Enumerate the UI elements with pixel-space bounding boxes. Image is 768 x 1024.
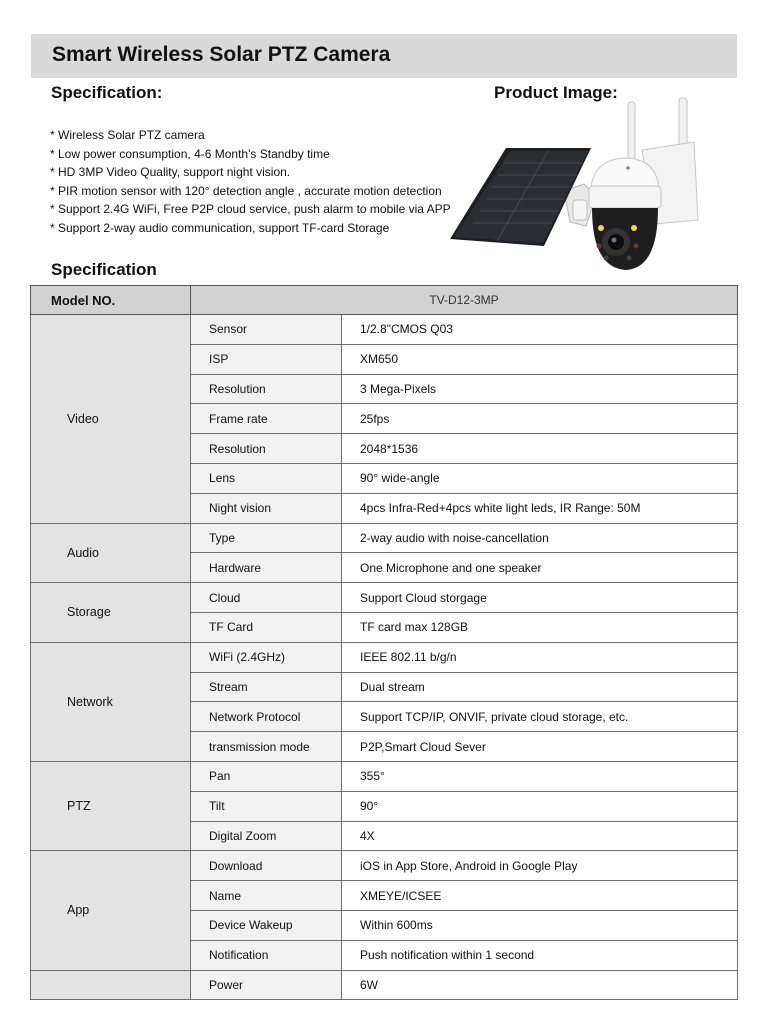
spec-label: Pan xyxy=(191,761,342,791)
spec-value: Support TCP/IP, ONVIF, private cloud storage, etc. xyxy=(342,702,738,732)
spec-value: 2048*1536 xyxy=(342,434,738,464)
spec-value: Within 600ms xyxy=(342,910,738,940)
feature-item: * HD 3MP Video Quality, support night vision. xyxy=(50,165,291,179)
spec-label: transmission mode xyxy=(191,732,342,762)
product-image-heading: Product Image: xyxy=(494,83,618,102)
spec-value: IEEE 802.11 b/g/n xyxy=(342,642,738,672)
spec-label: Network Protocol xyxy=(191,702,342,732)
spec-label: Sensor xyxy=(191,315,342,345)
model-label: Model NO. xyxy=(31,286,191,315)
feature-item: * Support 2-way audio communication, support TF-card Storage xyxy=(50,220,390,235)
spec-value: One Microphone and one speaker xyxy=(342,553,738,583)
model-value: TV-D12-3MP xyxy=(191,286,738,315)
spec-label: Resolution xyxy=(191,374,342,404)
spec-label: ISP xyxy=(191,344,342,374)
feature-item: * Support 2.4G WiFi, Free P2P cloud service, push alarm to mobile via APP xyxy=(50,202,451,216)
specification-table xyxy=(30,285,738,1000)
spec-value: XMEYE/ICSEE xyxy=(342,881,738,911)
spec-label: Power xyxy=(191,970,342,1000)
feature-item: * Low power consumption, 4-6 Month's Standby time xyxy=(50,146,330,161)
spec-label: Name xyxy=(191,881,342,911)
feature-list xyxy=(50,126,451,237)
page-title: Smart Wireless Solar PTZ Camera xyxy=(52,43,391,66)
spec-row xyxy=(31,761,738,791)
spec-value: P2P,Smart Cloud Sever xyxy=(342,732,738,762)
spec-group-label: Audio xyxy=(31,523,191,583)
spec-row xyxy=(31,315,738,345)
model-row xyxy=(31,286,738,315)
spec-value: 90° xyxy=(342,791,738,821)
spec-group-label: Storage xyxy=(31,583,191,643)
spec-label: Stream xyxy=(191,672,342,702)
spec-value: XM650 xyxy=(342,344,738,374)
spec-value: Push notification within 1 second xyxy=(342,940,738,970)
spec-table-body xyxy=(31,286,738,1000)
spec-group-label: PTZ xyxy=(31,761,191,850)
spec-value: 3 Mega-Pixels xyxy=(342,374,738,404)
spec-group-label: App xyxy=(31,851,191,970)
spec-row xyxy=(31,851,738,881)
spec-value: 355° xyxy=(342,761,738,791)
spec-value: 2-way audio with noise-cancellation xyxy=(342,523,738,553)
spec-value: 25fps xyxy=(342,404,738,434)
spec-label: TF Card xyxy=(191,612,342,642)
spec-label: Frame rate xyxy=(191,404,342,434)
feature-item: * PIR motion sensor with 120° detection angle , accurate motion detection xyxy=(50,183,442,198)
spec-label: Cloud xyxy=(191,583,342,613)
title-bar xyxy=(31,34,737,78)
product-image xyxy=(446,96,746,286)
spec-value: 90° wide-angle xyxy=(342,463,738,493)
feature-item: * Wireless Solar PTZ camera xyxy=(50,128,205,142)
spec-row xyxy=(31,583,738,613)
spec-group-label: Network xyxy=(31,642,191,761)
specification-table-heading: Specification xyxy=(51,260,157,279)
spec-label: Night vision xyxy=(191,493,342,523)
spec-label: Lens xyxy=(191,463,342,493)
spec-value: 4X xyxy=(342,821,738,851)
spec-value: 4pcs Infra-Red+4pcs white light leds, IR Range: 50M xyxy=(342,493,738,523)
spec-value: Dual stream xyxy=(342,672,738,702)
spec-label: Type xyxy=(191,523,342,553)
spec-row xyxy=(31,523,738,553)
spec-label: Resolution xyxy=(191,434,342,464)
spec-label: Hardware xyxy=(191,553,342,583)
spec-label: WiFi (2.4GHz) xyxy=(191,642,342,672)
spec-row xyxy=(31,970,738,1000)
spec-value: Support Cloud storgage xyxy=(342,583,738,613)
spec-value: 1/2.8"CMOS Q03 xyxy=(342,315,738,345)
spec-label: Device Wakeup xyxy=(191,910,342,940)
specification-heading: Specification: xyxy=(51,83,163,102)
spec-label: Digital Zoom xyxy=(191,821,342,851)
spec-label: Tilt xyxy=(191,791,342,821)
spec-label: Notification xyxy=(191,940,342,970)
spec-row xyxy=(31,642,738,672)
ptz-camera xyxy=(589,98,698,270)
spec-group-label xyxy=(31,970,191,1000)
spec-value: iOS in App Store, Android in Google Play xyxy=(342,851,738,881)
spec-group-label: Video xyxy=(31,315,191,524)
spec-value: 6W xyxy=(342,970,738,1000)
spec-value: TF card max 128GB xyxy=(342,612,738,642)
spec-label: Download xyxy=(191,851,342,881)
